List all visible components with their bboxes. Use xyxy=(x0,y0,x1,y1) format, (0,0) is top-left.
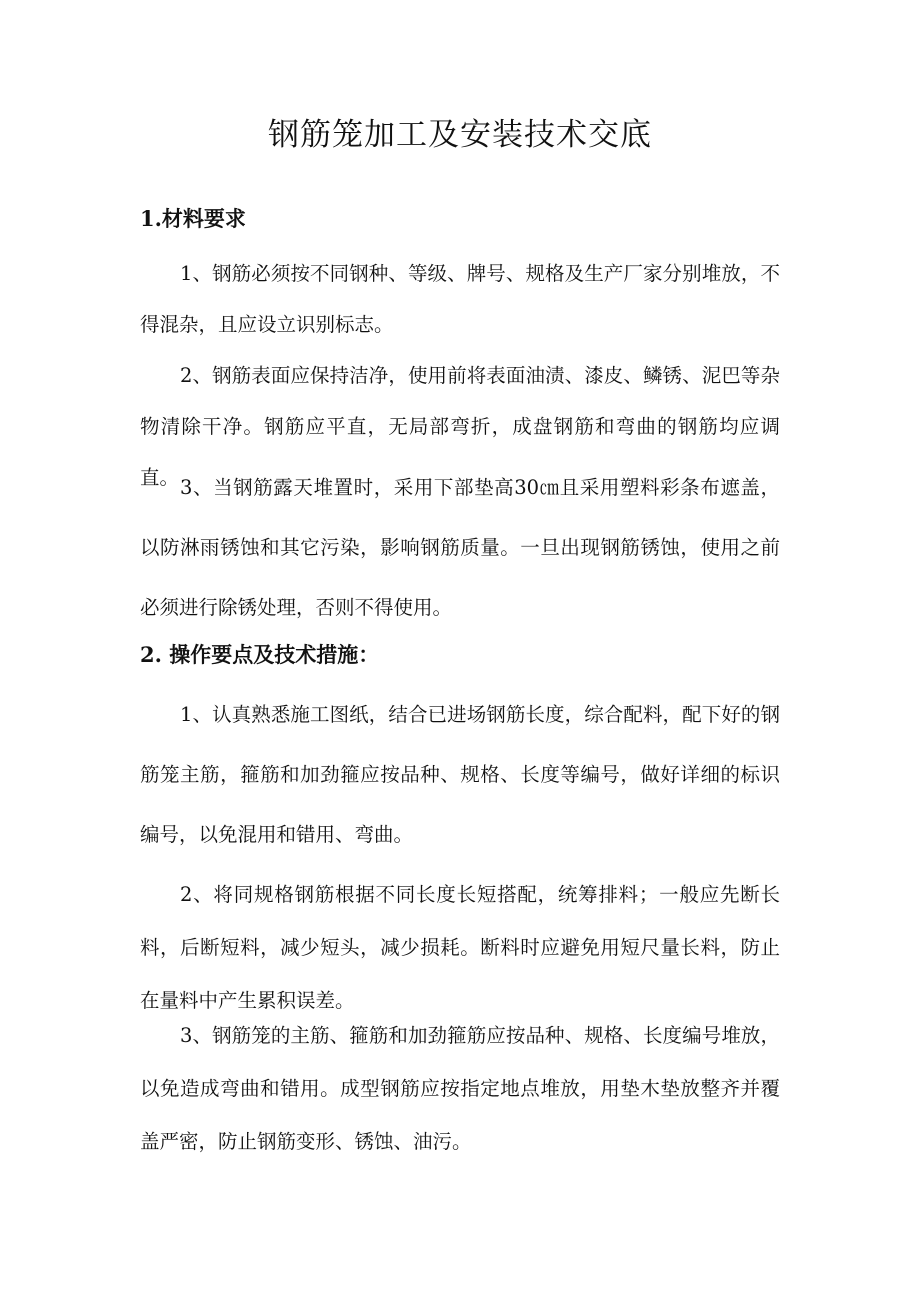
paragraph-operations-1: 1、认真熟悉施工图纸，结合已进场钢筋长度，综合配料，配下好的钢筋笼主筋，箍筋和加劲箍应按品种、规格、长度等编号，做好详细的标识编号，以免混用和错用、弯曲。 xyxy=(140,703,780,846)
section-heading-operations: 2. 操作要点及技术措施： xyxy=(140,642,380,667)
paragraph-materials-1: 1、钢筋必须按不同钢种、等级、牌号、规格及生产厂家分别堆放，不得混杂，且应设立识别标志。 xyxy=(140,262,780,336)
document-title: 钢筋笼加工及安装技术交底 xyxy=(268,117,652,153)
paragraph-operations-3: 3、钢筋笼的主筋、箍筋和加劲箍筋应按品种、规格、长度编号堆放，以免造成弯曲和错用。成型钢筋应按指定地点堆放，用垫木垫放整齐并覆盖严密，防止钢筋变形、锈蚀、油污。 xyxy=(140,1024,780,1153)
section-heading-materials: 1.材料要求 xyxy=(140,206,246,231)
paragraph-materials-2: 2、钢筋表面应保持洁净，使用前将表面油渍、漆皮、鳞锈、泥巴等杂物清除干净。钢筋应平直，无局部弯折，成盘钢筋和弯曲的钢筋均应调直。 xyxy=(140,364,780,489)
paragraph-operations-2: 2、将同规格钢筋根据不同长度长短搭配，统筹排料；一般应先断长料，后断短料，减少短头，减少损耗。断料时应避免用短尺量长料，防止在量料中产生累积误差。 xyxy=(140,883,780,1012)
paragraph-materials-3: 3、当钢筋露天堆置时，采用下部垫高30㎝且采用塑料彩条布遮盖，以防淋雨锈蚀和其它污染，影响钢筋质量。一旦出现钢筋锈蚀，使用之前必须进行除锈处理，否则不得使用。 xyxy=(140,476,780,619)
